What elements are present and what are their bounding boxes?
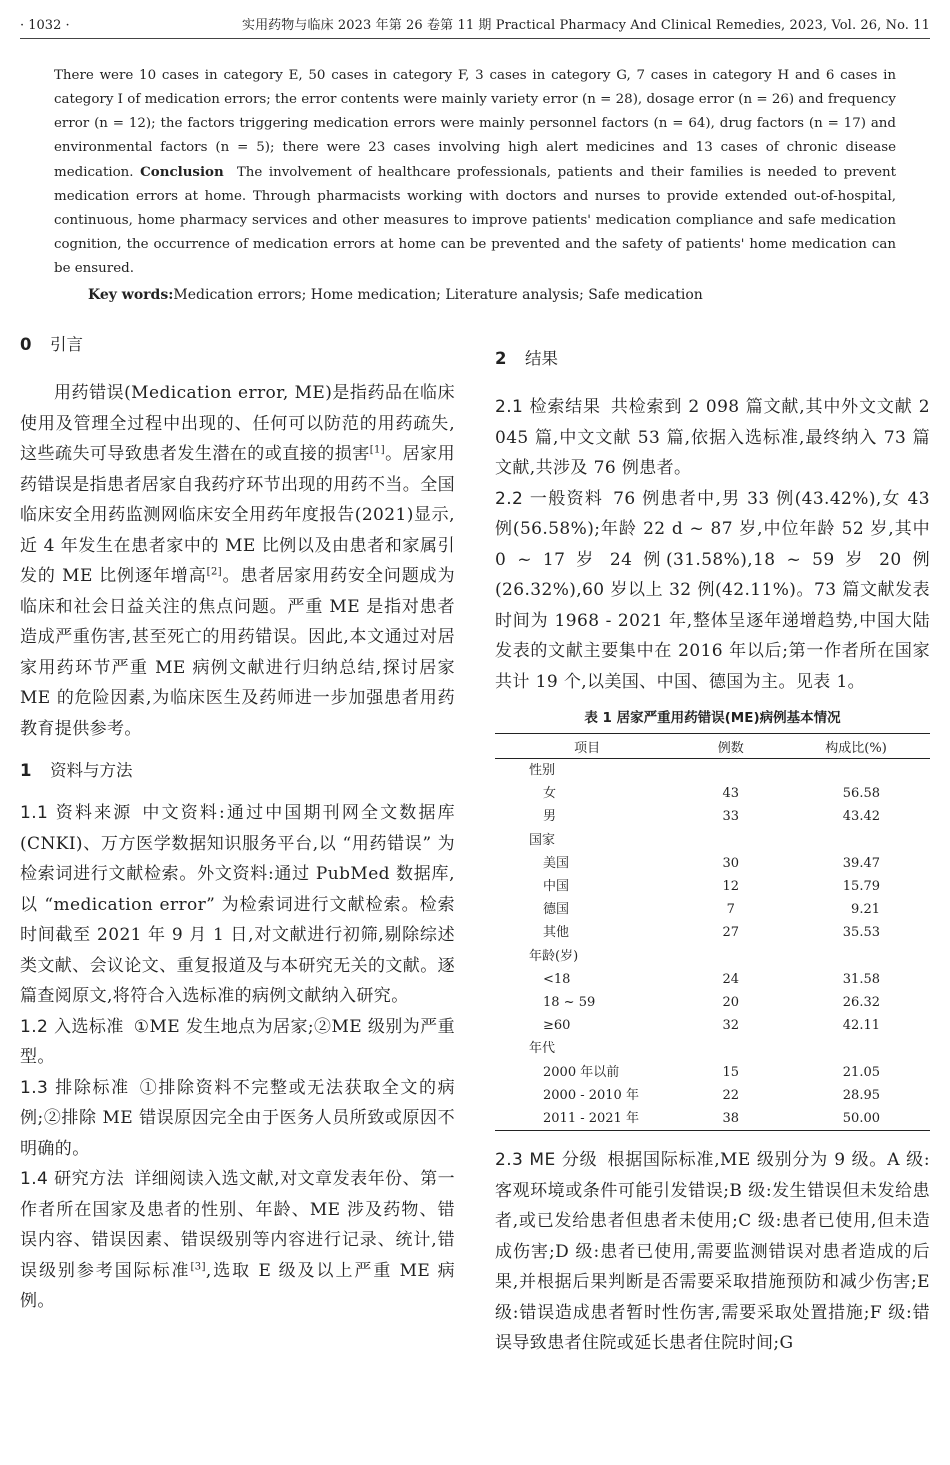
table-cell-cases: 7 [726,902,735,918]
section-2-heading [495,344,930,374]
table-cell-item: 德国 [543,902,570,918]
table-row [495,1084,930,1107]
table-cell-ratio [782,829,930,852]
table-cell-cases [679,1037,782,1060]
table-row [495,782,930,805]
table-category-row [495,759,930,783]
table-category-row [495,829,930,852]
table-cell-item: 性别 [529,763,556,779]
section-1-1-head: 1.1 资料来源 [20,803,133,823]
citation-2: [2] [206,566,223,578]
table-category-row [495,945,930,968]
table-header-cases: 例数 [717,740,744,756]
table-cell-item: 18 ~ 59 [543,994,596,1010]
table-cell-cases: 27 [722,925,739,941]
section-2-2-head: 2.2 一般资料 [495,488,604,509]
table-1-caption: 表 1 居家严重用药错误(ME)病例基本情况 [584,710,841,726]
table-row [495,991,930,1014]
table-row [495,852,930,875]
table-cell-cases: 33 [722,809,739,825]
abstract [54,64,896,281]
table-cell-cases: 43 [722,786,739,802]
section-2-number: 2 [495,349,507,368]
section-1-3 [20,1073,455,1165]
table-header-row [495,734,930,759]
table-cell-cases: 38 [722,1110,739,1126]
table-cell-cases: 12 [722,879,739,895]
table-1 [495,733,930,1131]
section-1-number: 1 [20,761,32,780]
table-cell-ratio: 50.00 [842,1110,880,1126]
abstract-conclusion-text: The involvement of healthcare professionals, patients and their families is needed to prevent medication errors at home. Through pharmacists working with doctors and nurses to provide extended out-of-hospital, continuous, home pharmacy services and other measures to improve patients' medication compliance and safe medication cognition, the occurrence of medication errors at home can be prevented and the safety of patients' home medication can be ensured. [54,165,896,276]
table-cell-item: 美国 [543,855,570,871]
journal-title: 实用药物与临床 2023 年第 26 卷第 11 期 Practical Pharmacy And Clinical Remedies, 2023, Vol. 26, No. 11 [241,18,930,33]
table-header-ratio: 构成比(%) [825,740,887,756]
section-1-3-text: ①排除资料不完整或无法获取全文的病例;②排除 ME 错误原因完全由于医务人员所致或原因不明确的。 [20,1077,455,1159]
intro-text-c: 。患者居家用药安全问题成为临床和社会日益关注的焦点问题。严重 ME 是指对患者造成严重伤害,甚至死亡的用药错误。因此,本文通过对居家用药环节严重 ME 病例文献进行归纳总结,探讨居家 ME 的危险因素,为临床医生及药师进一步加强患者用药教育提供参考。 [20,566,455,739]
table-1-body [495,759,930,1131]
table-cell-cases: 24 [722,971,739,987]
table-cell-item: 国家 [529,832,556,848]
section-0-heading [20,330,455,360]
table-row [495,1107,930,1131]
section-1-4-head: 1.4 研究方法 [20,1169,125,1189]
left-column [20,330,455,1317]
section-1-2-text: ①ME 发生地点为居家;②ME 级别为严重型。 [20,1016,456,1067]
table-cell-ratio [782,1037,930,1060]
keywords-label: Key words: [88,287,174,303]
table-cell-item: 其他 [543,925,570,941]
table-row [495,968,930,991]
keywords [88,283,908,307]
table-category-row [495,1037,930,1060]
section-2-1 [495,392,930,484]
table-cell-ratio: 35.53 [842,925,880,941]
intro-paragraph [20,378,455,744]
intro-text-b: 。居家用药错误是指患者居家自我药疗环节出现的用药不当。全国临床安全用药监测网临床安全用药年度报告(2021)显示,近 4 年发生在患者家中的 ME 比例以及由患者和家属引发的 ME 比例逐年增高 [20,444,455,586]
abstract-results-text: There were 10 cases in category E, 50 cases in category F, 3 cases in category G, 7 cases in category H and 6 cases in category I of medication errors; the error contents were mainly variety error (n = 28), dosage error (n = 26) and frequency error (n = 12); the factors triggering medication errors were mainly personnel factors (n = 64), drug factors (n = 17) and environmental factors (n = 5); there were 23 cases involving high alert medicines and 13 cases of chronic disease medication. [54,68,896,180]
table-row [495,805,930,828]
section-1-title: 资料与方法 [50,761,133,780]
section-2-2-text: 76 例患者中,男 33 例(43.42%),女 43 例(56.58%);年龄 22 d ~ 87 岁,中位年龄 52 岁,其中 0 ~ 17 岁 24 例(31.58%),18 ~ 59 岁 20 例(26.32%),60 岁以上 32 例(42.11%)。73 篇文献发表时间为 1968 - 2021 年,整体呈逐年递增趋势,中国大陆发表的文献主要集中在 2016 年以后;第一作者所在国家共计 19 个,以美国、中国、德国为主。见表 1。 [495,488,930,692]
table-row [495,1060,930,1083]
table-cell-ratio: 26.32 [842,994,880,1010]
table-cell-ratio: 56.58 [842,786,880,802]
table-cell-ratio: 31.58 [842,971,880,987]
table-row [495,1014,930,1037]
section-2-3-head: 2.3 ME 分级 [495,1150,598,1170]
table-cell-cases: 20 [722,994,739,1010]
section-2-title: 结果 [525,349,558,368]
table-header-item: 项目 [574,740,601,756]
table-cell-item: ≥60 [543,1018,571,1034]
section-2-2 [495,484,930,698]
section-0-title: 引言 [50,335,83,354]
citation-3: [3] [190,1260,206,1272]
table-cell-ratio: 28.95 [842,1087,880,1103]
section-1-3-head: 1.3 排除标准 [20,1077,130,1098]
table-cell-ratio: 15.79 [842,879,880,895]
table-cell-ratio [782,945,930,968]
table-cell-cases: 30 [722,855,739,871]
table-cell-cases: 22 [722,1087,739,1103]
running-header [20,16,930,39]
section-1-1 [20,798,455,1012]
right-column [495,344,930,1359]
section-1-2 [20,1012,455,1073]
table-cell-ratio: 43.42 [842,809,880,825]
citation-1: [1] [369,444,386,456]
section-1-2-head: 1.2 入选标准 [20,1016,124,1037]
table-cell-ratio: 39.47 [842,855,880,871]
section-1-1-text: 中文资料:通过中国期刊网全文数据库(CNKI)、万方医学数据知识服务平台,以 “用药错误” 为检索词进行文献检索。外文资料:通过 PubMed 数据库,以 “medication error” 为检索词进行文献检索。检索时间截至 2021 年 9 月 1 日,对文献进行初筛,剔除综述类文献、会议论文、重复报道及与本研究无关的文献。逐篇查阅原文,将符合入选标准的病例文献纳入研究。 [20,803,456,1006]
table-cell-ratio [782,759,930,783]
table-cell-item: 年龄(岁) [529,948,579,964]
table-cell-cases: 15 [722,1064,739,1080]
section-0-number: 0 [20,335,32,354]
section-1-4 [20,1164,455,1317]
table-cell-cases [679,945,782,968]
table-cell-ratio: 21.05 [842,1064,880,1080]
intro-text-a: 用药错误(Medication error, ME)是指药品在临床使用及管理全过程中出现的、任何可以防范的用药疏失,这些疏失可导致患者发生潜在的或直接的损害 [20,383,455,464]
table-row [495,875,930,898]
keywords-text: Medication errors; Home medication; Literature analysis; Safe medication [173,287,703,303]
table-cell-cases [679,829,782,852]
section-2-1-head: 2.1 检索结果 [495,397,601,417]
table-cell-item: <18 [543,971,571,987]
table-cell-item: 女 [543,786,557,802]
table-row [495,898,930,921]
table-row [495,921,930,944]
table-cell-cases [679,759,782,783]
section-2-3 [495,1145,930,1359]
section-1-4-text-a: 详细阅读入选文献,对文章发表年份、第一作者所在国家及患者的性别、年龄、ME 涉及药物、错误内容、错误因素、错误级别等内容进行记录、统计,错误级别参考国际标准 [20,1169,455,1281]
section-2-3-text: 根据国际标准,ME 级别分为 9 级。A 级:客观环境或条件可能引发错误;B 级:发生错误但未发给患者,或已发给患者但患者未使用;C 级:患者已使用,但未造成伤害;D 级:患者已使用,需要监测错误对患者造成的后果,并根据后果判断是否需要采取措施预防和减少伤害;E 级:错误造成患者暂时性伤害,需要采取处置措施;F 级:错误导致患者住院或延长患者住院时间;G [495,1150,930,1353]
table-cell-item: 中国 [543,879,570,895]
table-cell-cases: 32 [722,1018,739,1034]
table-cell-item: 年代 [529,1041,556,1057]
table-cell-item: 2000 - 2010 年 [543,1087,639,1103]
table-cell-item: 男 [543,809,557,825]
section-1-4-text-b: ,选取 E 级及以上严重 ME 病例。 [20,1260,455,1311]
conclusion-label: Conclusion [140,164,224,180]
section-1-heading [20,756,455,786]
table-cell-ratio: 42.11 [842,1018,880,1034]
page-number: · 1032 · [20,18,70,33]
table-cell-item: 2000 年以前 [543,1064,620,1080]
table-cell-item: 2011 - 2021 年 [543,1110,639,1126]
section-2-1-text: 共检索到 2 098 篇文献,其中外文文献 2 045 篇,中文文献 53 篇,依据入选标准,最终纳入 73 篇文献,共涉及 76 例患者。 [495,397,930,478]
table-cell-ratio: 9.21 [851,902,880,918]
